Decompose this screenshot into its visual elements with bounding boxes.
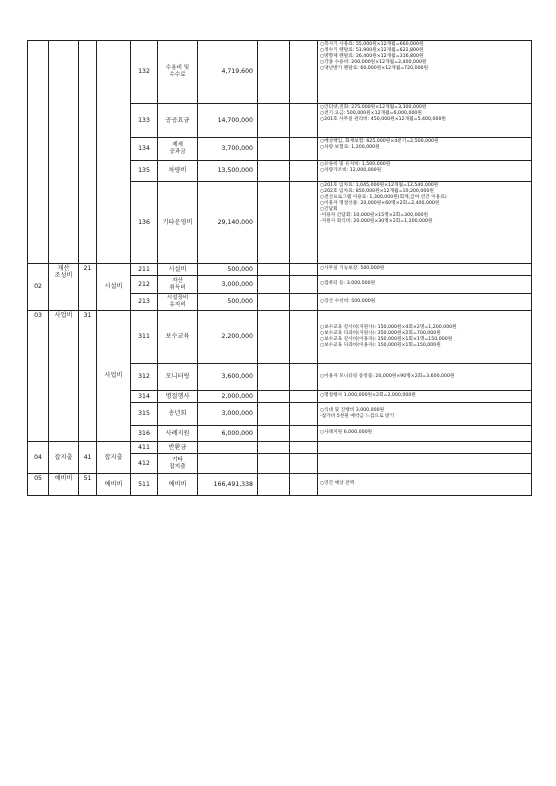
- item-name: 기타 잡지출: [158, 454, 198, 474]
- item-notes: ○배상책임, 화재보험: 625,000원×4분기=2,500,000원 ○차량 보험료: 1,200,000원: [318, 138, 532, 161]
- empty-cell: [290, 264, 318, 276]
- item-notes: ○복사기 사용료: 55,000원×12개월=660,000원 ○정수기 렌탈료: 51,900원×12개월=622,800원 ○방향제 렌탈료: 26,400원×12개월=316,800원 ○각종 수용비: 200,000원×12개월=2,400,000원 ○냉난방기 렌탈료: 60,000원×12개월=720,000원: [318, 41, 532, 104]
- item-code: 213: [131, 294, 158, 311]
- item-code: 135: [131, 161, 158, 182]
- item-code: 132: [131, 41, 158, 104]
- item-notes: ○인터넷,전화: 275,000원×12개월=3,300,000원 ○전기 요금: 500,000원×12개월=6,000,000원 ○201호 사무실 관리비: 450,000원×12개월=5,400,000원: [318, 104, 532, 138]
- item-name: 제세 공과금: [158, 138, 198, 161]
- mok-code-cell: [79, 41, 97, 264]
- item-code: 133: [131, 104, 158, 138]
- mok-cell: [97, 41, 131, 264]
- empty-cell: [290, 391, 318, 403]
- item-name: 시설비: [158, 264, 198, 276]
- empty-cell: [258, 104, 290, 138]
- empty-cell: [290, 276, 318, 294]
- kwan-cell: 05: [28, 474, 49, 496]
- item-name: 예비비: [158, 474, 198, 496]
- item-notes: ○201호 임차료: 1,045,000원×12개월=12,540,000원 ○202호 임차료: 850,000원×12개월=10,200,000원 ○전산프로그램 이용료: 1,300,000원(회계,급여 연간 이용료) ○이용자 명절선물: 20,000원×60명×2회=2,400,000원 ○간담회 -이용자 간담회: 10,000원×15명×2회=300,000원 -지원사 회식비: 20,000원×30명×2회=1,200,000원: [318, 182, 532, 264]
- kwan-cell: [28, 41, 49, 264]
- item-amount: 500,000: [198, 294, 258, 311]
- empty-cell: [258, 311, 290, 364]
- mok-cell: 사업비: [97, 311, 131, 442]
- item-name: 시설장비 유지비: [158, 294, 198, 311]
- kwan-cell: 04: [28, 442, 49, 474]
- empty-cell: [258, 276, 290, 294]
- empty-cell: [258, 182, 290, 264]
- item-code: 316: [131, 426, 158, 442]
- empty-cell: [258, 41, 290, 104]
- item-code: 314: [131, 391, 158, 403]
- empty-cell: [258, 161, 290, 182]
- mok-code-cell: 41: [79, 442, 97, 474]
- empty-cell: [318, 442, 532, 454]
- empty-cell: [258, 138, 290, 161]
- mok-cell: 예비비: [97, 474, 131, 496]
- item-amount: 3,000,000: [198, 276, 258, 294]
- item-code: 134: [131, 138, 158, 161]
- item-amount: 13,500,000: [198, 161, 258, 182]
- item-name: 수용비 및 수수료: [158, 41, 198, 104]
- item-name: 보수교육: [158, 311, 198, 364]
- empty-cell: [290, 138, 318, 161]
- item-notes: ○사례지원 6,000,000원: [318, 426, 532, 442]
- item-amount: 3,000,000: [198, 403, 258, 426]
- mok-code-cell: 51: [79, 474, 97, 496]
- item-code: 136: [131, 182, 158, 264]
- item-code: 412: [131, 454, 158, 474]
- item-name: 모니터링: [158, 364, 198, 391]
- item-notes: ○유류비 및 유지비: 1,500,000원 ○차량가조비: 12,000,000원: [318, 161, 532, 182]
- table-row: [28, 264, 532, 276]
- item-code: 511: [131, 474, 158, 496]
- empty-cell: [290, 364, 318, 391]
- item-code: 212: [131, 276, 158, 294]
- item-amount: 500,000: [198, 264, 258, 276]
- item-amount: 14,700,000: [198, 104, 258, 138]
- empty-cell: [290, 474, 318, 496]
- item-code: 312: [131, 364, 158, 391]
- item-notes: ○보수교육 강사비(지원사): 150,000원×4회×2명=1,200,000원 ○보수교육 다과비(지원사): 350,000원×2회=700,000원 ○보수교육 강사비(이용자): 150,000원×1회×1명=150,000원 ○보수교육 다과비(이용자): 150,000원×1회=150,000원: [318, 311, 532, 364]
- empty-cell: [290, 454, 318, 474]
- empty-cell: [198, 454, 258, 474]
- budget-sheet: [27, 40, 531, 496]
- empty-cell: [290, 311, 318, 364]
- item-notes: ○이용자 모니터링 증정품: 20,000원×90명×2회=3,600,000원: [318, 364, 532, 391]
- item-amount: 29,140,000: [198, 182, 258, 264]
- table-row: [28, 41, 532, 104]
- item-notes: ○식대 및 진행비 3,000,000원 -참가비 5천원 예약금 느낌으로 받기: [318, 403, 532, 426]
- item-notes: ○연간 예상 잔액: [318, 474, 532, 496]
- empty-cell: [290, 294, 318, 311]
- empty-cell: [258, 442, 290, 454]
- item-name: 공공요금: [158, 104, 198, 138]
- hang-cell: [49, 41, 79, 264]
- hang-cell: 잡지출: [49, 442, 79, 474]
- empty-cell: [318, 454, 532, 474]
- empty-cell: [290, 104, 318, 138]
- mok-code-cell: 31: [79, 311, 97, 442]
- empty-cell: [258, 426, 290, 442]
- hang-cell: 사업비: [49, 311, 79, 442]
- empty-cell: [290, 426, 318, 442]
- empty-cell: [258, 364, 290, 391]
- item-code: 411: [131, 442, 158, 454]
- item-notes: ○장산 수선비: 500,000원: [318, 294, 532, 311]
- mok-cell: 시설비: [97, 264, 131, 311]
- item-amount: 2,000,000: [198, 391, 258, 403]
- item-amount: 3,700,000: [198, 138, 258, 161]
- mok-cell: 잡지출: [97, 442, 131, 474]
- table-row: [28, 474, 532, 496]
- item-code: 315: [131, 403, 158, 426]
- item-notes: ○컴퓨터 등: 3,000,000원: [318, 276, 532, 294]
- budget-table: [27, 40, 532, 496]
- item-name: 기타운영비: [158, 182, 198, 264]
- kwan-cell: 03: [28, 311, 49, 442]
- item-name: 사례지원: [158, 426, 198, 442]
- mok-code-cell: 21: [79, 264, 97, 311]
- table-row: [28, 442, 532, 454]
- empty-cell: [198, 442, 258, 454]
- item-amount: 4,719,600: [198, 41, 258, 104]
- empty-cell: [290, 161, 318, 182]
- hang-cell: 재산 조성비: [49, 264, 79, 311]
- table-row: [28, 311, 532, 364]
- empty-cell: [290, 442, 318, 454]
- empty-cell: [258, 264, 290, 276]
- item-code: 311: [131, 311, 158, 364]
- item-name: 송년회: [158, 403, 198, 426]
- item-amount: 2,200,000: [198, 311, 258, 364]
- empty-cell: [258, 454, 290, 474]
- empty-cell: [290, 403, 318, 426]
- empty-cell: [290, 41, 318, 104]
- item-notes: ○명절행사 1,000,000원×2회=2,000,000원: [318, 391, 532, 403]
- empty-cell: [258, 391, 290, 403]
- empty-cell: [258, 294, 290, 311]
- item-name: 명절행사: [158, 391, 198, 403]
- empty-cell: [290, 182, 318, 264]
- item-amount: 166,491,338: [198, 474, 258, 496]
- empty-cell: [258, 403, 290, 426]
- kwan-cell: 02: [28, 264, 49, 311]
- item-notes: ○사무실 기능보강: 500,000원: [318, 264, 532, 276]
- item-amount: 3,600,000: [198, 364, 258, 391]
- item-name: 차량비: [158, 161, 198, 182]
- item-name: 반환금: [158, 442, 198, 454]
- item-name: 자산 취득비: [158, 276, 198, 294]
- item-code: 211: [131, 264, 158, 276]
- hang-cell: 예비비: [49, 474, 79, 496]
- empty-cell: [258, 474, 290, 496]
- item-amount: 6,000,000: [198, 426, 258, 442]
